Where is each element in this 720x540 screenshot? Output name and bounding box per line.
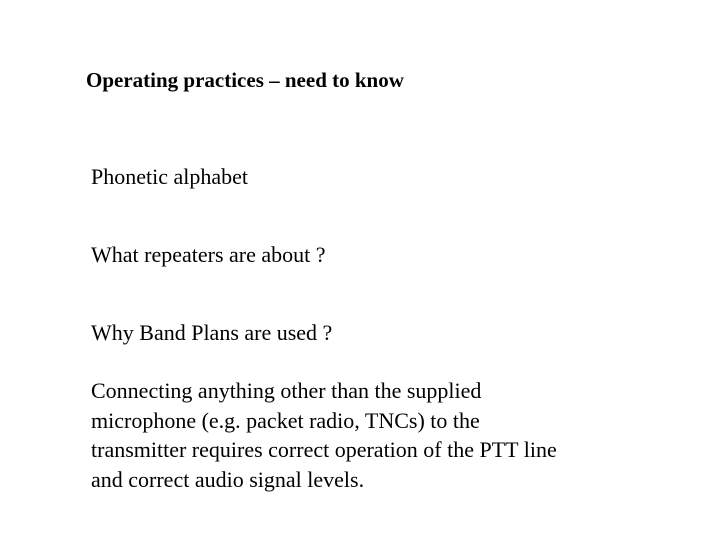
paragraph-line: Connecting anything other than the supplied <box>91 378 482 403</box>
item-band-plans: Why Band Plans are used ? <box>91 320 333 345</box>
item-connecting-equipment <box>91 376 557 494</box>
slide-title: Operating practices – need to know <box>86 68 404 92</box>
item-repeaters: What repeaters are about ? <box>91 242 326 267</box>
paragraph-line: microphone (e.g. packet radio, TNCs) to the <box>91 407 480 433</box>
paragraph-line: and correct audio signal levels. <box>91 466 365 492</box>
paragraph-line: transmitter requires correct operation of the PTT line <box>91 437 557 462</box>
item-phonetic-alphabet: Phonetic alphabet <box>91 164 249 189</box>
